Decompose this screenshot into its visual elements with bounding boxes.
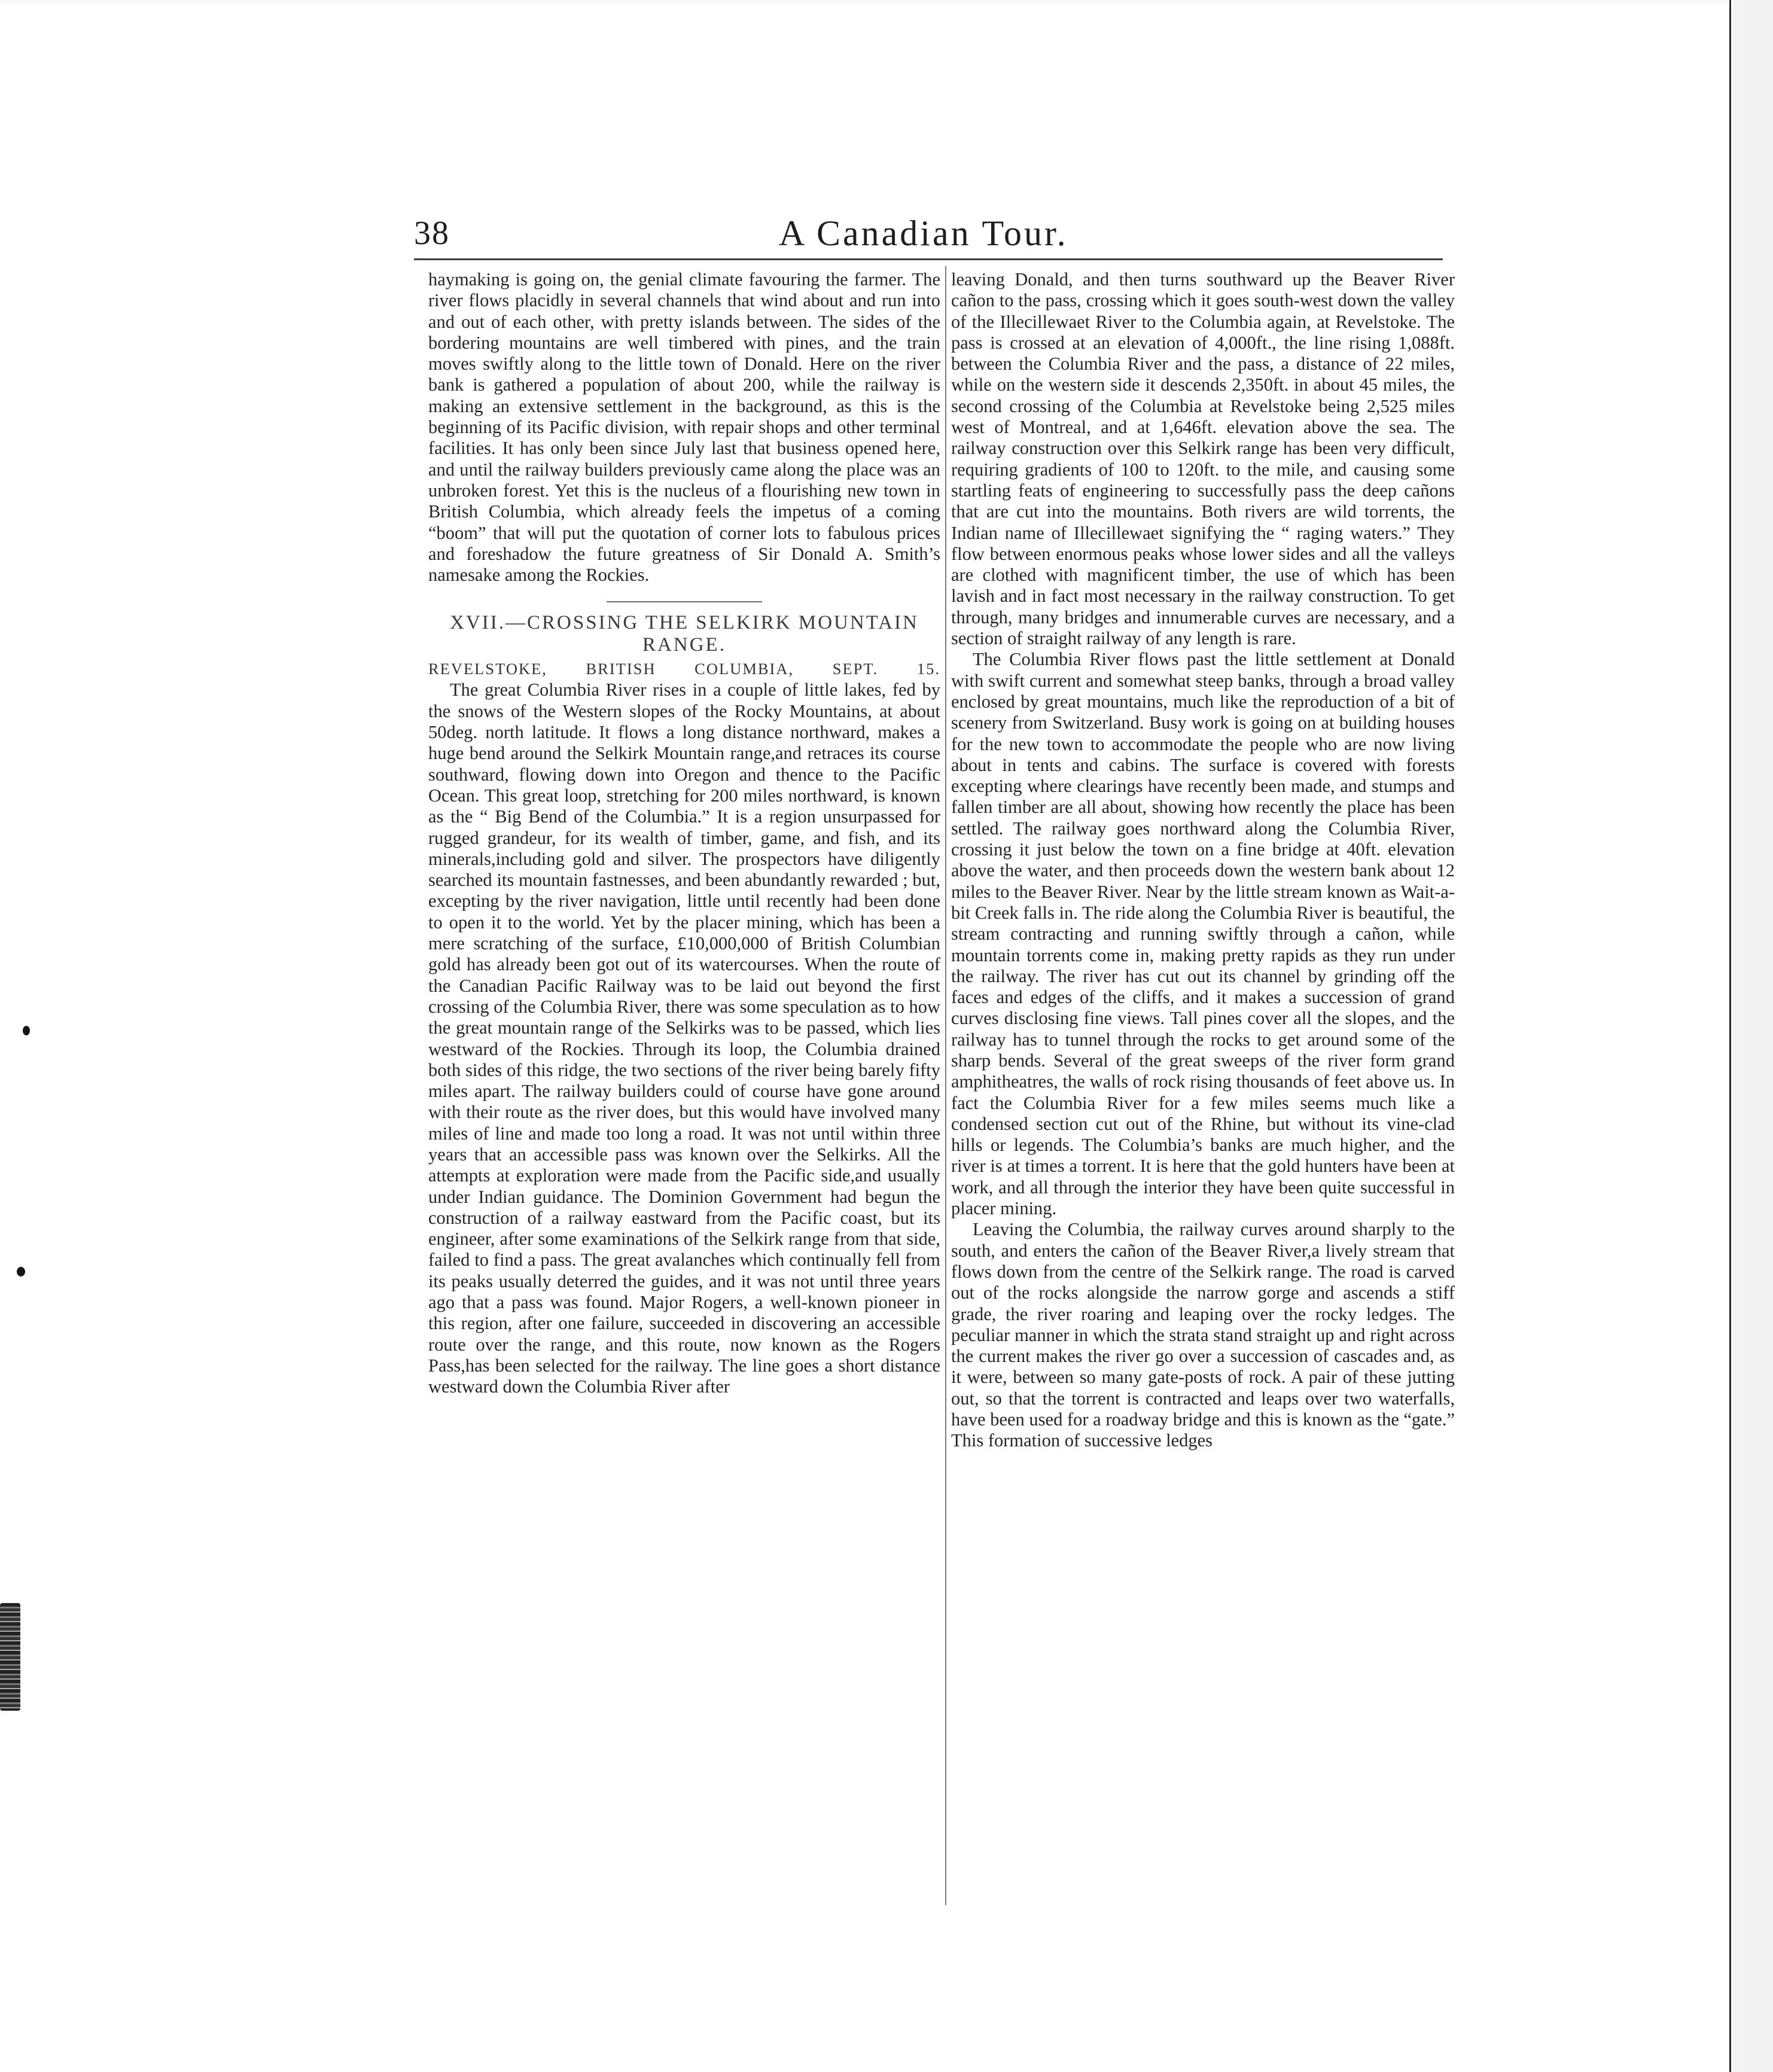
- page-top-edge: [0, 0, 1729, 4]
- paragraph: The Columbia River flows past the little settlement at Donald with swift current and somewhat steep banks, through a broad valley enclosed by great mountains, much like the reproduction of a bit of scenery from Switzerland. Busy work is going on at building houses for the new town to accommodate the people who are now living about in tents and cabins. The surface is covered with forests excepting where clearings have recently been made, and stumps and fallen timber are all about, showing how recently the place has been settled. The railway goes northward along the Columbia River, crossing it just below the town on a fine bridge at 40ft. elevation above the water, and then proceeds down the western bank about 12 miles to the Beaver River. Near by the little stream known as Wait-a-bit Creek falls in. The ride along the Columbia River is beautiful, the stream contracting and running swiftly through a cañon, while mountain torrents come in, making pretty rapids as they run under the railway. The river has cut out its channel by grinding off the faces and edges of the cliffs, and it makes a succession of grand curves disclosing fine views. Tall pines cover all the slopes, and the railway has to tunnel through the rocks to get around some of the sharp bends. Several of the great sweeps of the river form grand amphitheatres, the walls of rock rising thousands of feet above us. In fact the Columbia River for a few miles seems much like a condensed section cut out of the Rhine, but without its vine-clad hills or legends. The Columbia’s banks are much higher, and the river is at times a torrent. It is here that the gold hunters have been at work, and all through the interior they have been quite successful in placer mining.: [951, 649, 1455, 1219]
- page-title: A Canadian Tour.: [779, 214, 1068, 253]
- scan-artifact: [0, 1603, 20, 1711]
- page-number: 38: [414, 215, 450, 252]
- scan-margin: [1733, 0, 1773, 2072]
- right-column: [951, 269, 1455, 2004]
- scan-speck: [17, 1267, 25, 1276]
- dateline: REVELSTOKE, BRITISH COLUMBIA, SEPT. 15.: [428, 660, 940, 678]
- paragraph: Leaving the Columbia, the railway curves around sharply to the south, and enters the cañon of the Beaver River,a lively stream that flows down from the centre of the Selkirk range. The road is carved out of the rocks alongside the narrow gorge and ascends a stiff grade, the river roaring and leaping over the rocky ledges. The peculiar manner in which the strata stand straight up and right across the current makes the river go over a succession of cascades and, as it were, between so many gate-posts of rock. A pair of these jutting out, so that the torrent is contracted and leaps over two waterfalls, have been used for a roadway bridge and this is known as the “gate.” This formation of successive ledges: [951, 1219, 1455, 1451]
- section-heading: XVII.—CROSSING THE SELKIRK MOUNTAIN RANGE.: [450, 612, 919, 656]
- column-divider: [945, 266, 946, 1905]
- scan-page-edge: [1729, 0, 1731, 2072]
- paragraph: The great Columbia River rises in a couple of little lakes, fed by the snows of the Western slopes of the Rocky Mountains, at about 50deg. north latitude. It flows a long distance northward, makes a huge bend around the Selkirk Mountain range,and retraces its course southward, flowing down into Oregon and thence to the Pacific Ocean. This great loop, stretching for 200 miles northward, is known as the “ Big Bend of the Columbia.” It is a region unsurpassed for rugged grandeur, for its wealth of timber, game, and fish, and its minerals,including gold and silver. The prospectors have diligently searched its mountain fastnesses, and been abundantly rewarded ; but, excepting by the river navigation, little until recently had been done to open it to the world. Yet by the placer mining, which has been a mere scratching of the surface, £10,000,000 of British Columbian gold has already been got out of its watercourses. When the route of the Canadian Pacific Railway was to be laid out beyond the first crossing of the Columbia River, there was some speculation as to how the great mountain range of the Selkirks was to be passed, which lies westward of the Rockies. Through its loop, the Columbia drained both sides of this ridge, the two sections of the river being barely fifty miles apart. The railway builders could of course have gone around with their route as the river does, but this would have involved many miles of line and made too long a road. It was not until within three years that an accessible pass was known over the Selkirks. All the attempts at exploration were made from the Pacific side,and usually under Indian guidance. The Dominion Government had begun the construction of a railway eastward from the Pacific coast, but its engineer, after some examinations of the Selkirk range from that side, failed to find a pass. The great avalanches which continually fell from its peaks usually deterred the guides, and it was not until three years ago that a pass was found. Major Rogers, a well-known pioneer in this region, after one failure, succeeded in discovering an accessible route over the range, and this route, now known as the Rogers Pass,has been selected for the railway. The line goes a short distance westward down the Columbia River after: [428, 680, 940, 1397]
- head-rule: [414, 258, 1443, 260]
- section-divider: [607, 601, 762, 602]
- paragraph: leaving Donald, and then turns southward up the Beaver River cañon to the pass, crossing which it goes south-west down the valley of the Illecillewaet River to the Columbia again, at Revelstoke. The pass is crossed at an elevation of 4,000ft., the line rising 1,088ft. between the Columbia River and the pass, a distance of 22 miles, while on the western side it descends 2,350ft. in about 45 miles, the second crossing of the Columbia at Revelstoke being 2,525 miles west of Montreal, and at 1,646ft. elevation above the sea. The railway construction over this Selkirk range has been very difficult, requiring gradients of 100 to 120ft. to the mile, and causing some startling feats of engineering to successfully pass the deep cañons that are cut into the mountains. Both rivers are wild torrents, the Indian name of Illecillewaet signifying the “ raging waters.” They flow between enormous peaks whose lower sides and all the valleys are clothed with magnificent timber, the use of which has been lavish and in fact most necessary in the railway construction. To get through, many bridges and innumerable curves are necessary, and a section of straight railway of any length is rare.: [951, 269, 1455, 649]
- scan-speck: [23, 1026, 30, 1035]
- left-column: [428, 269, 940, 2004]
- paragraph: haymaking is going on, the genial climate favouring the farmer. The river flows placidly in several channels that wind about and run into and out of each other, with pretty islands between. The sides of the bordering mountains are well timbered with pines, and the train moves swiftly along to the little town of Donald. Here on the river bank is gathered a population of about 200, while the railway is making an extensive settlement in the background, as this is the beginning of its Pacific division, with repair shops and other terminal facilities. It has only been since July last that business opened here, and until the railway builders previously came along the place was an unbroken forest. Yet this is the nucleus of a flourishing new town in British Columbia, which already feels the impetus of a coming “boom” that will put the quotation of corner lots to fabulous prices and foreshadow the future greatness of Sir Donald A. Smith’s namesake among the Rockies.: [428, 269, 940, 586]
- running-head: [414, 212, 1443, 254]
